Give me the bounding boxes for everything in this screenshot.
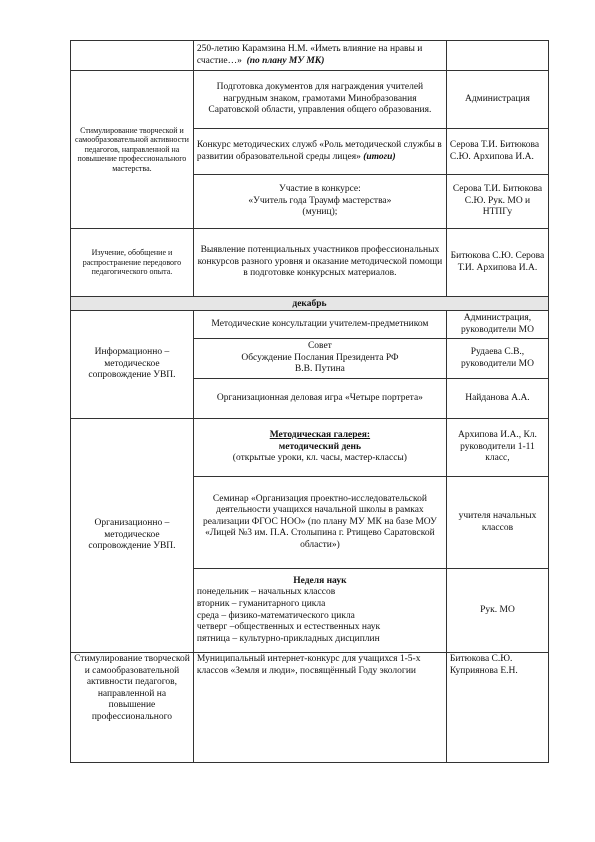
activity-line: Участие в конкурсе:: [279, 184, 361, 195]
cell-activity: [193, 419, 446, 477]
activity-title: Неделя наук: [293, 575, 347, 586]
cell-activity: Подготовка документов для награждения учителей нагрудным знаком, грамотами Минобразования Саратовской области, управления общего образования.: [193, 71, 446, 129]
activity-note: (по плану МУ МК): [246, 55, 325, 66]
cell-direction: Стимулирование творческой и самообразовательной активности педагогов, направленной на повышение профессионального: [71, 653, 194, 763]
cell-activity: Методические консультации учителем-предметником: [193, 311, 446, 339]
table-row: [71, 311, 549, 339]
activity-line: среда – физико-математического цикла: [196, 610, 355, 621]
table-row: [71, 419, 549, 477]
activity-line: четверг –общественных и естественных наук: [196, 622, 381, 633]
cell-direction: Стимулирование творческой и самообразовательной активности педагогов, направленной на повышение профессионального мастерства.: [71, 71, 194, 229]
activity-line: Обсуждение Послания Президента РФ: [241, 352, 399, 363]
plan-table: [70, 40, 549, 763]
cell-responsible: Найданова А.А.: [446, 379, 548, 419]
cell-responsible: Администрация: [446, 71, 548, 129]
table-row: [71, 229, 549, 297]
cell-responsible: учителя начальных классов: [446, 477, 548, 569]
cell-responsible: Рудаева С.В., руководители МО: [446, 339, 548, 379]
activity-line: пятница – культурно-прикладных дисциплин: [196, 633, 380, 644]
activity-line: понедельник – начальных классов: [196, 587, 336, 598]
cell-direction: Изучение, обобщение и распространение передового педагогического опыта.: [71, 229, 194, 297]
cell-responsible: Администрация, руководители МО: [446, 311, 548, 339]
cell-responsible: Битюкова С.Ю. Серова Т.И. Архипова И.А.: [446, 229, 548, 297]
cell-responsible: [446, 41, 548, 71]
cell-activity: [193, 339, 446, 379]
cell-activity: [193, 41, 446, 71]
activity-text: Конкурс методических служб «Роль методической службы в развитии образовательной среды лицея»: [196, 139, 442, 162]
cell-activity: Муниципальный интернет-конкурс для учащихся 1-5-х классов «Земля и люди», посвящённый Году экологии: [193, 653, 446, 763]
cell-direction: [71, 41, 194, 71]
section-row: [71, 297, 549, 311]
activity-line: (открытые уроки, кл. часы, мастер-классы): [232, 453, 407, 464]
activity-line: В.В. Путина: [294, 364, 345, 375]
section-title: декабрь: [71, 297, 549, 311]
table-row: [71, 71, 549, 129]
cell-responsible: Серова Т.И. Битюкова С.Ю. Архипова И.А.: [446, 129, 548, 175]
activity-note: (итоги): [363, 151, 396, 162]
cell-activity: [193, 569, 446, 653]
activity-line: (муниц);: [302, 207, 338, 218]
cell-direction: Организационно – методическое сопровождение УВП.: [71, 419, 194, 653]
cell-responsible: Рук. МО: [446, 569, 548, 653]
cell-responsible: Архипова И.А., Кл. руководители 1-11 класс,: [446, 419, 548, 477]
cell-activity: [193, 129, 446, 175]
cell-responsible: Битюкова С.Ю. Куприянова Е.Н.: [446, 653, 548, 763]
table-row: [71, 41, 549, 71]
activity-line: вторник – гуманитарного цикла: [196, 598, 326, 609]
activity-line: Совет: [307, 341, 332, 352]
cell-direction: Информационно – методическое сопровождение УВП.: [71, 311, 194, 419]
activity-line: Методическая галерея:: [269, 430, 371, 441]
table-row: [71, 653, 549, 763]
cell-activity: Выявление потенциальных участников профессиональных конкурсов разного уровня и оказание методической помощи в подготовке конкурсных материалов.: [193, 229, 446, 297]
activity-line: «Учитель года Траумф мастерства»: [248, 195, 392, 206]
cell-responsible: Серова Т.И. Битюкова С.Ю. Рук. МО и НТПГу: [446, 175, 548, 229]
cell-activity: Семинар «Организация проектно-исследовательской деятельности учащихся начальной школы в рамках реализации ФГОС НОО» (по плану МУ МК на базе МОУ «Лицей №3 им. П.А. Столыпина г. Ртищево Саратовской области»): [193, 477, 446, 569]
activity-line: методический день: [278, 441, 361, 452]
cell-activity: Организационная деловая игра «Четыре портрета»: [193, 379, 446, 419]
activity-text: 250-летию Карамзина Н.М. «Иметь влияние на нравы и счастие…»: [196, 43, 423, 66]
cell-activity: [193, 175, 446, 229]
